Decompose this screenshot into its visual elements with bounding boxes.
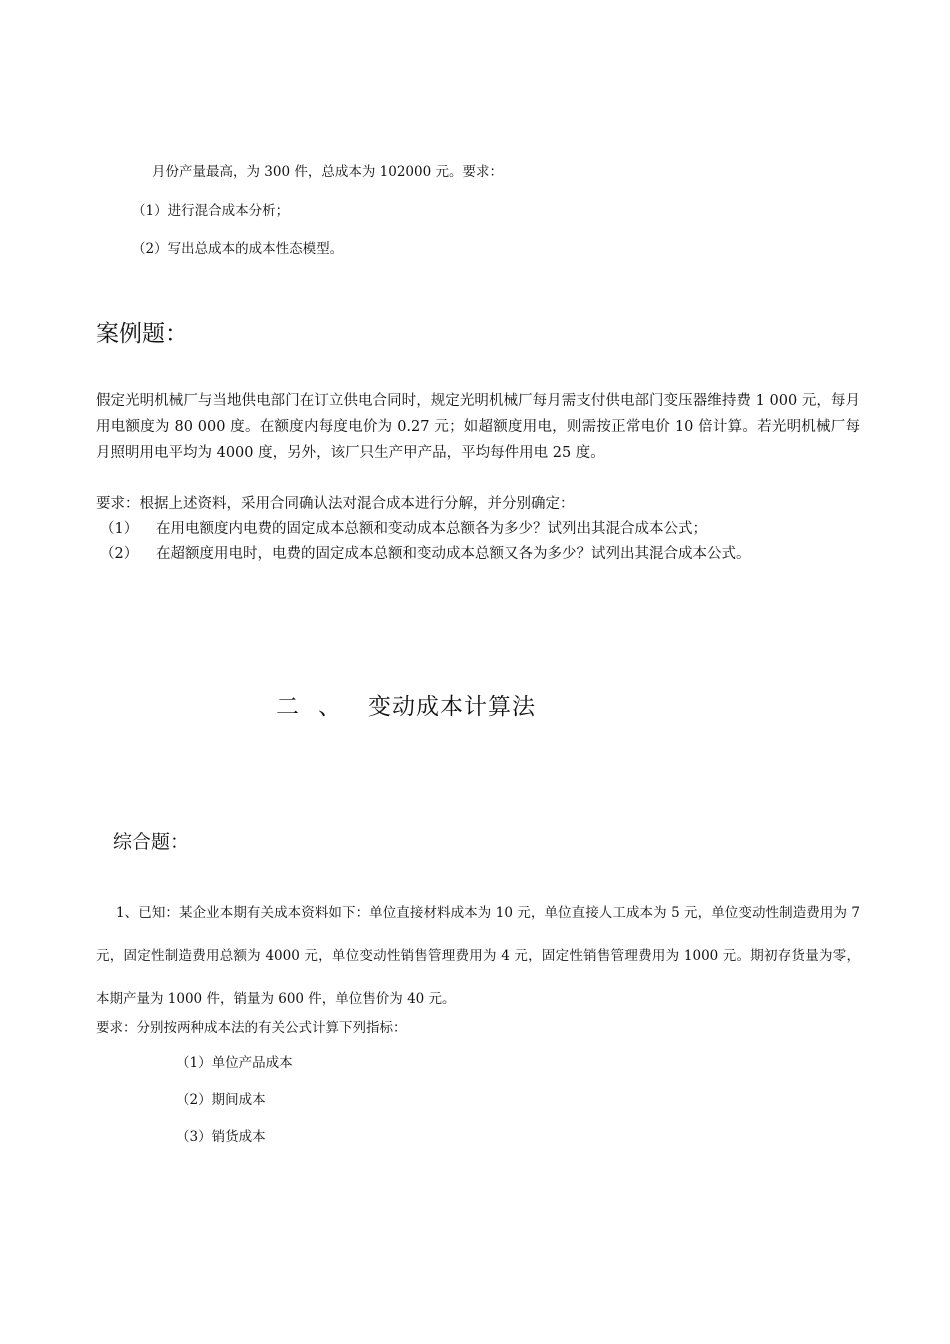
section-title: 变动成本计算法 [368,694,536,720]
section-number: 二 [276,694,300,720]
section-separator: 、 [318,694,342,720]
section-heading [276,690,536,724]
case-item-1 [100,518,707,540]
case-item-2-text: 在超额度用电时，电费的固定成本总额和变动成本总额又各为多少？试列出其混合成本公式。 [156,546,751,562]
case-item-2-mark: （2） [100,546,139,562]
comprehensive-heading: 综合题： [113,831,190,853]
case-item-2 [100,543,751,565]
comprehensive-item-2: （2）期间成本 [176,1092,266,1108]
case-item-1-text: 在用电额度内电费的固定成本总额和变动成本总额各为多少？试列出其混合成本公式； [156,521,707,537]
comprehensive-item-3: （3）销货成本 [176,1129,266,1145]
continuation-line: 月份产量最高，为 300 件，总成本为 102000 元。要求： [152,164,503,180]
comprehensive-item-1: （1）单位产品成本 [176,1055,293,1071]
requirement-item-2: （2）写出总成本的成本性态模型。 [132,241,344,257]
case-heading: 案例题： [96,321,188,347]
case-body: 假定光明机械厂与当地供电部门在订立供电合同时，规定光明机械厂每月需支付供电部门变压器维持费 1 000 元，每月用电额度为 80 000 度。在额度内每度电价为 0.27 元；如超额度用电，则需按正常电价 10 倍计算。若光明机械厂每月照明用电平均为 4000 度，另外，该厂只生产甲产品，平均每件用电 25 度。 [96,393,860,461]
requirement-item-1: （1）进行混合成本分析； [132,203,290,219]
comprehensive-body: 1、已知：某企业本期有关成本资料如下：单位直接材料成本为 10 元，单位直接人工成本为 5 元，单位变动性制造费用为 7 元，固定性制造费用总额为 4000 元，单位变动性销售管理费用为 4 元，固定性销售管理费用为 1000 元。期初存货量为零，本期产量为 1000 件，销量为 600 件，单位售价为 40 元。 [96,905,860,1007]
comprehensive-requirement: 要求：分别按两种成本法的有关公式计算下列指标： [96,1020,407,1036]
case-requirement: 要求：根据上述资料，采用合同确认法对混合成本进行分解，并分别确定： [96,496,575,512]
case-item-1-mark: （1） [100,521,139,537]
